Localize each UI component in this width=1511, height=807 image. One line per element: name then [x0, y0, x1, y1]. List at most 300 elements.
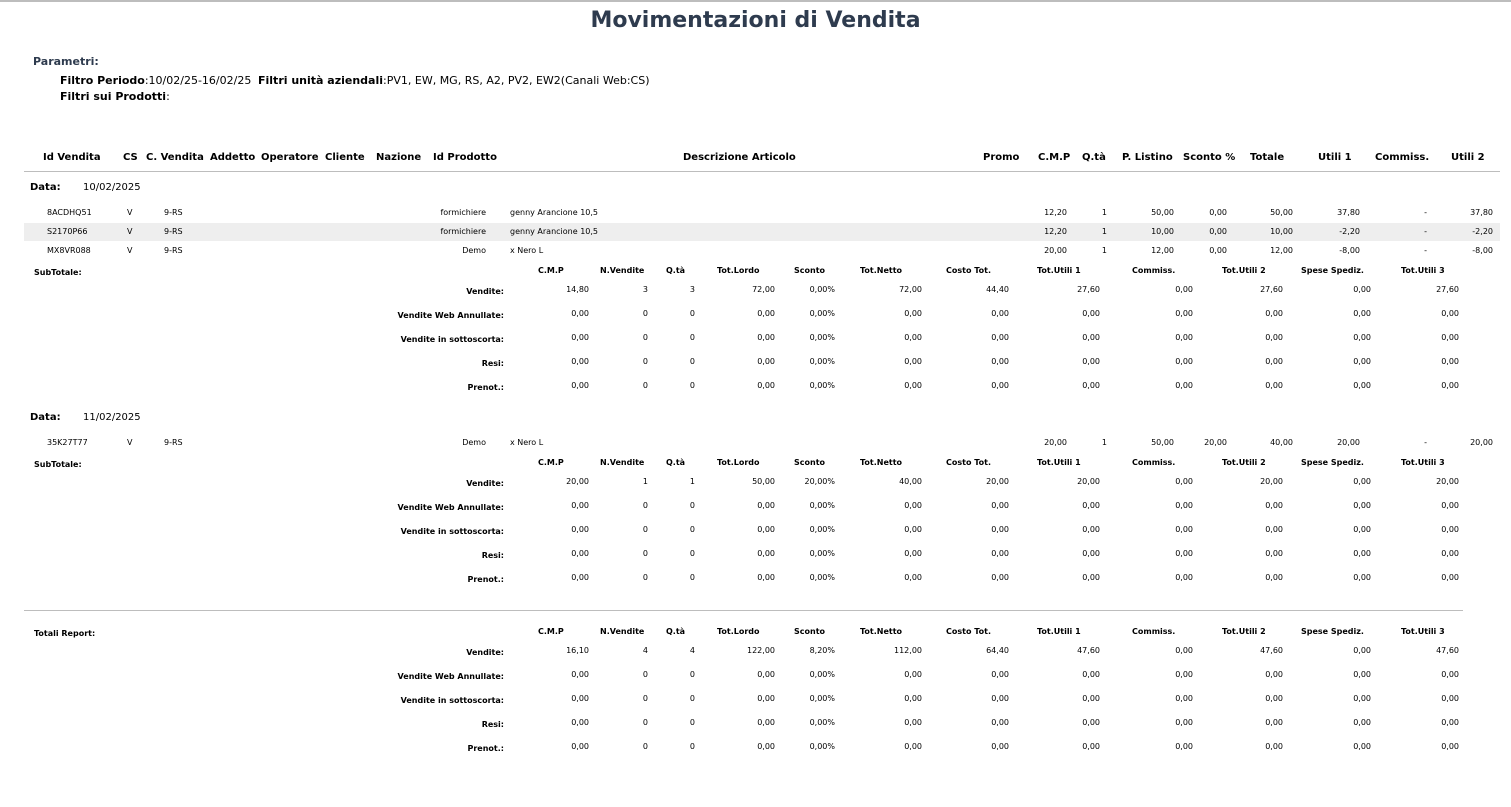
subtotal-value: 0,00 — [1353, 357, 1371, 366]
sale-channel: 9-RS — [164, 208, 183, 217]
subtotal-value: 72,00 — [899, 285, 922, 294]
subtotal-value: 0 — [689, 357, 695, 366]
summary-header: Sconto — [794, 627, 826, 636]
profit2-value: -2,20 — [1472, 227, 1493, 236]
date-label: Data: — [30, 182, 61, 193]
subtotal-value: 0,00 — [991, 309, 1009, 318]
totals-value: 0,00 — [1441, 694, 1459, 703]
date-label: Data: — [30, 412, 61, 423]
subtotal-value: 0 — [642, 357, 648, 366]
subtotal-label: Vendite in sottoscorta: — [400, 335, 504, 344]
summary-header: Commiss. — [1132, 458, 1176, 467]
cmp-value: 20,00 — [1044, 438, 1067, 447]
column-header: CS — [123, 152, 138, 163]
subtotal-value: 0 — [689, 549, 695, 558]
summary-header: N.Vendite — [600, 458, 645, 467]
totals-value: 0,00 — [1441, 670, 1459, 679]
sale-cs: V — [127, 246, 133, 255]
total-value: 12,00 — [1270, 246, 1293, 255]
article-description: genny Arancione 10,5 — [510, 208, 599, 217]
totals-label: Vendite in sottoscorta: — [400, 696, 504, 705]
totals-value: 0,00 — [904, 718, 922, 727]
totals-value: 0,00 — [571, 718, 589, 727]
article-description: x Nero L — [510, 246, 544, 255]
subtotal-value: 0,00% — [809, 573, 835, 582]
subtotal-value: 44,40 — [986, 285, 1009, 294]
profit1-value: -2,20 — [1339, 227, 1360, 236]
summary-header: N.Vendite — [600, 627, 645, 636]
totals-value: 0 — [689, 694, 695, 703]
sale-channel: 9-RS — [164, 438, 183, 447]
totals-value: 0,00 — [1353, 694, 1371, 703]
subtotal-value: 0,00 — [571, 357, 589, 366]
summary-header: C.M.P — [538, 266, 564, 275]
summary-header: C.M.P — [538, 458, 564, 467]
subtotal-label: Prenot.: — [467, 383, 504, 392]
subtotal-label: SubTotale: — [34, 460, 82, 469]
column-header: Sconto % — [1183, 152, 1236, 163]
subtotal-value: 0,00 — [1175, 573, 1193, 582]
subtotal-value: 0 — [689, 501, 695, 510]
subtotal-label: Resi: — [481, 359, 504, 368]
column-header: C. Vendita — [146, 152, 204, 163]
subtotal-value: 0,00 — [757, 381, 775, 390]
subtotal-value: 0,00 — [1265, 525, 1283, 534]
subtotal-value: 0 — [689, 381, 695, 390]
subtotal-value: 0,00 — [1082, 309, 1100, 318]
date-value: 10/02/2025 — [83, 182, 141, 193]
profit2-value: 20,00 — [1470, 438, 1493, 447]
totals-value: 0,00 — [991, 694, 1009, 703]
subtotal-value: 0,00 — [1082, 381, 1100, 390]
subtotal-value: 0,00 — [1353, 573, 1371, 582]
subtotal-value: 20,00 — [986, 477, 1009, 486]
discount-value: 0,00 — [1209, 246, 1227, 255]
totals-value: 0,00 — [1175, 742, 1193, 751]
subtotal-value: 0,00 — [1265, 381, 1283, 390]
commission-value: - — [1424, 208, 1427, 217]
totals-value: 4 — [689, 646, 695, 655]
summary-header: Sconto — [794, 266, 826, 275]
subtotal-value: 0 — [642, 573, 648, 582]
totals-value: 0,00 — [1082, 694, 1100, 703]
subtotal-label: Vendite in sottoscorta: — [400, 527, 504, 536]
column-header: Nazione — [376, 152, 422, 163]
totals-value: 0,00 — [1265, 694, 1283, 703]
subtotal-value: 0,00 — [757, 525, 775, 534]
totals-value: 0 — [642, 670, 648, 679]
filtri-unita-label: Filtri unità aziendali — [258, 74, 384, 87]
summary-header: Costo Tot. — [946, 266, 991, 275]
sale-id: S2170P66 — [47, 227, 88, 236]
subtotal-value: 0,00 — [1265, 501, 1283, 510]
subtotal-label: Prenot.: — [467, 575, 504, 584]
summary-header: Tot.Utili 1 — [1037, 627, 1081, 636]
summary-header: Tot.Utili 3 — [1401, 266, 1445, 275]
subtotal-value: 0,00 — [904, 573, 922, 582]
subtotal-value: 0,00% — [809, 357, 835, 366]
subtotal-value: 0,00 — [904, 549, 922, 558]
filtri-prodotti-value: : — [166, 90, 170, 103]
totals-value: 0,00% — [809, 742, 835, 751]
subtotal-value: 0,00 — [1353, 309, 1371, 318]
subtotal-value: 0,00 — [1175, 501, 1193, 510]
subtotal-value: 0,00 — [1265, 549, 1283, 558]
column-header: P. Listino — [1122, 152, 1173, 163]
summary-header: Tot.Utili 3 — [1401, 458, 1445, 467]
subtotal-value: 0,00 — [571, 525, 589, 534]
column-header: Cliente — [325, 152, 365, 163]
product-id: formichiere — [440, 227, 486, 236]
column-header: C.M.P — [1038, 152, 1071, 163]
subtotal-value: 0,00 — [571, 549, 589, 558]
sale-channel: 9-RS — [164, 227, 183, 236]
total-value: 10,00 — [1270, 227, 1293, 236]
totals-value: 0,00 — [757, 742, 775, 751]
discount-value: 0,00 — [1209, 227, 1227, 236]
cmp-value: 12,20 — [1044, 227, 1067, 236]
subtotal-value: 0,00 — [904, 381, 922, 390]
totals-value: 0,00 — [571, 694, 589, 703]
totals-value: 47,60 — [1077, 646, 1100, 655]
summary-header: N.Vendite — [600, 266, 645, 275]
list-price: 50,00 — [1151, 208, 1174, 217]
subtotal-value: 0 — [689, 525, 695, 534]
totals-value: 0,00 — [757, 718, 775, 727]
subtotal-value: 0,00 — [1082, 333, 1100, 342]
subtotal-value: 20,00 — [566, 477, 589, 486]
totals-value: 0 — [689, 670, 695, 679]
totals-value: 0 — [689, 718, 695, 727]
sale-channel: 9-RS — [164, 246, 183, 255]
totals-label: Totali Report: — [34, 629, 96, 638]
subtotal-value: 0,00 — [1175, 285, 1193, 294]
totals-value: 0,00% — [809, 718, 835, 727]
article-description: genny Arancione 10,5 — [510, 227, 599, 236]
summary-header: Tot.Utili 3 — [1401, 627, 1445, 636]
subtotal-value: 0,00 — [991, 549, 1009, 558]
subtotal-value: 0,00 — [1175, 357, 1193, 366]
summary-header: Costo Tot. — [946, 627, 991, 636]
totals-value: 0,00 — [1082, 718, 1100, 727]
subtotal-value: 0,00 — [1082, 501, 1100, 510]
subtotal-value: 0,00 — [1441, 333, 1459, 342]
summary-header: Tot.Utili 1 — [1037, 458, 1081, 467]
subtotal-value: 0,00% — [809, 381, 835, 390]
totals-value: 0,00 — [571, 670, 589, 679]
subtotal-value: 0,00 — [571, 501, 589, 510]
subtotal-value: 0,00 — [1353, 285, 1371, 294]
totals-value: 0,00 — [991, 670, 1009, 679]
totals-value: 0,00 — [1175, 646, 1193, 655]
sale-cs: V — [127, 438, 133, 447]
subtotal-value: 0 — [642, 549, 648, 558]
summary-header: Tot.Utili 2 — [1222, 266, 1266, 275]
subtotal-value: 0,00 — [904, 357, 922, 366]
subtotal-value: 27,60 — [1436, 285, 1459, 294]
profit1-value: 37,80 — [1337, 208, 1360, 217]
subtotal-value: 0,00 — [904, 525, 922, 534]
subtotal-value: 0,00 — [1441, 309, 1459, 318]
subtotal-value: 20,00% — [804, 477, 835, 486]
column-header: Utili 1 — [1318, 152, 1352, 163]
subtotal-value: 0,00 — [1082, 525, 1100, 534]
discount-value: 0,00 — [1209, 208, 1227, 217]
column-header: Id Prodotto — [433, 152, 497, 163]
list-price: 50,00 — [1151, 438, 1174, 447]
subtotal-value: 20,00 — [1260, 477, 1283, 486]
summary-header: Tot.Netto — [860, 266, 903, 275]
subtotal-value: 0,00 — [904, 309, 922, 318]
header-divider — [24, 171, 1500, 172]
subtotal-value: 27,60 — [1077, 285, 1100, 294]
subtotal-value: 0 — [642, 381, 648, 390]
subtotal-value: 0,00 — [904, 501, 922, 510]
subtotal-value: 0,00 — [757, 549, 775, 558]
subtotal-value: 0,00 — [1265, 309, 1283, 318]
summary-header: Tot.Lordo — [717, 458, 760, 467]
subtotal-value: 0,00 — [991, 333, 1009, 342]
column-header: Operatore — [261, 152, 319, 163]
summary-header: Spese Spediz. — [1301, 627, 1364, 636]
subtotal-value: 0,00 — [1175, 381, 1193, 390]
totals-value: 0,00 — [1353, 742, 1371, 751]
subtotal-value: 0,00 — [1175, 309, 1193, 318]
profit2-value: -8,00 — [1472, 246, 1493, 255]
sale-id: 35K27T77 — [47, 438, 88, 447]
subtotal-value: 0 — [642, 525, 648, 534]
list-price: 12,00 — [1151, 246, 1174, 255]
subtotal-value: 0,00 — [571, 381, 589, 390]
profit1-value: 20,00 — [1337, 438, 1360, 447]
subtotal-value: 0,00 — [1441, 525, 1459, 534]
subtotal-label: Vendite Web Annullate: — [397, 311, 504, 320]
sale-cs: V — [127, 227, 133, 236]
subtotal-value: 0,00 — [571, 573, 589, 582]
column-header: Promo — [983, 152, 1020, 163]
sale-cs: V — [127, 208, 133, 217]
date-value: 11/02/2025 — [83, 412, 141, 423]
subtotal-value: 0,00 — [1082, 549, 1100, 558]
subtotal-value: 0,00 — [571, 309, 589, 318]
column-header: Id Vendita — [43, 152, 101, 163]
totals-value: 0,00% — [809, 670, 835, 679]
subtotal-value: 0,00 — [757, 501, 775, 510]
subtotal-value: 0 — [689, 309, 695, 318]
totals-value: 0,00 — [571, 742, 589, 751]
subtotal-value: 0,00 — [757, 573, 775, 582]
totals-value: 0 — [642, 694, 648, 703]
totals-value: 4 — [642, 646, 648, 655]
summary-header: Tot.Utili 1 — [1037, 266, 1081, 275]
subtotal-value: 0,00 — [1265, 333, 1283, 342]
column-header: Totale — [1250, 152, 1285, 163]
total-value: 50,00 — [1270, 208, 1293, 217]
subtotal-value: 0,00 — [904, 333, 922, 342]
column-header: Descrizione Articolo — [683, 152, 796, 163]
cmp-value: 20,00 — [1044, 246, 1067, 255]
filtro-periodo-value: :10/02/25-16/02/25 — [144, 74, 252, 87]
totals-value: 0,00 — [1353, 670, 1371, 679]
subtotal-value: 72,00 — [752, 285, 775, 294]
subtotal-value: 0,00 — [991, 501, 1009, 510]
summary-header: Tot.Lordo — [717, 266, 760, 275]
summary-header: Tot.Utili 2 — [1222, 458, 1266, 467]
subtotal-value: 0,00 — [757, 309, 775, 318]
subtotal-value: 0,00 — [571, 333, 589, 342]
list-price: 10,00 — [1151, 227, 1174, 236]
subtotal-value: 0,00 — [991, 573, 1009, 582]
totals-value: 0,00 — [904, 742, 922, 751]
totals-value: 0,00 — [991, 718, 1009, 727]
subtotal-value: 0,00% — [809, 501, 835, 510]
totals-value: 0,00 — [1353, 646, 1371, 655]
subtotal-value: 0,00 — [1265, 573, 1283, 582]
totals-value: 0,00 — [991, 742, 1009, 751]
subtotal-value: 0 — [642, 309, 648, 318]
totals-value: 122,00 — [747, 646, 775, 655]
subtotal-value: 0,00 — [1441, 381, 1459, 390]
subtotal-value: 0,00 — [1353, 549, 1371, 558]
subtotal-label: Vendite Web Annullate: — [397, 503, 504, 512]
summary-header: Tot.Lordo — [717, 627, 760, 636]
subtotal-value: 0,00 — [1175, 549, 1193, 558]
subtotal-value: 1 — [642, 477, 648, 486]
subtotal-value: 1 — [689, 477, 695, 486]
summary-header: Tot.Netto — [860, 627, 903, 636]
totals-value: 47,60 — [1260, 646, 1283, 655]
qty-value: 1 — [1101, 208, 1107, 217]
subtotal-value: 14,80 — [566, 285, 589, 294]
subtotal-value: 0,00 — [991, 381, 1009, 390]
totals-value: 0,00 — [757, 694, 775, 703]
subtotal-value: 40,00 — [899, 477, 922, 486]
totals-value: 0,00 — [904, 694, 922, 703]
totals-value: 0,00 — [1082, 742, 1100, 751]
totals-value: 47,60 — [1436, 646, 1459, 655]
cmp-value: 12,20 — [1044, 208, 1067, 217]
summary-header: Spese Spediz. — [1301, 458, 1364, 467]
totals-value: 0,00 — [1353, 718, 1371, 727]
subtotal-label: SubTotale: — [34, 268, 82, 277]
subtotal-value: 0,00 — [1175, 333, 1193, 342]
subtotal-value: 0,00 — [757, 333, 775, 342]
subtotal-value: 0 — [642, 501, 648, 510]
params-header: Parametri: — [33, 55, 99, 68]
product-id: Demo — [462, 246, 486, 255]
summary-header: Commiss. — [1132, 627, 1176, 636]
subtotal-value: 0 — [689, 573, 695, 582]
totals-value: 16,10 — [566, 646, 589, 655]
sale-id: MX8VR088 — [47, 246, 91, 255]
totals-value: 0 — [642, 718, 648, 727]
filtri-unita — [258, 74, 650, 87]
product-id: Demo — [462, 438, 486, 447]
summary-header: Q.tà — [666, 458, 686, 467]
commission-value: - — [1424, 438, 1427, 447]
totals-divider — [24, 610, 1463, 611]
filtri-prodotti — [60, 90, 170, 103]
sale-id: 8ACDHQ51 — [47, 208, 92, 217]
subtotal-label: Resi: — [481, 551, 504, 560]
subtotal-value: 0,00% — [809, 285, 835, 294]
totals-value: 0,00 — [1265, 670, 1283, 679]
qty-value: 1 — [1101, 246, 1107, 255]
discount-value: 20,00 — [1204, 438, 1227, 447]
subtotal-value: 0,00 — [1082, 357, 1100, 366]
subtotal-value: 0,00% — [809, 333, 835, 342]
subtotal-value: 0,00 — [1441, 357, 1459, 366]
subtotal-value: 0,00% — [809, 549, 835, 558]
subtotal-value: 0,00 — [1353, 381, 1371, 390]
subtotal-value: 0,00 — [991, 357, 1009, 366]
subtotal-value: 0,00 — [1353, 333, 1371, 342]
subtotal-label: Vendite: — [466, 479, 504, 488]
subtotal-value: 0,00 — [1441, 549, 1459, 558]
summary-header: Commiss. — [1132, 266, 1176, 275]
totals-value: 0,00 — [1265, 742, 1283, 751]
totals-value: 0 — [689, 742, 695, 751]
totals-value: 0,00 — [1441, 742, 1459, 751]
column-header: Utili 2 — [1451, 152, 1485, 163]
subtotal-value: 0,00 — [1265, 357, 1283, 366]
totals-label: Resi: — [481, 720, 504, 729]
profit2-value: 37,80 — [1470, 208, 1493, 217]
totals-value: 0,00 — [904, 670, 922, 679]
subtotal-value: 3 — [642, 285, 648, 294]
column-header: Q.tà — [1082, 152, 1106, 163]
summary-header: Tot.Utili 2 — [1222, 627, 1266, 636]
total-value: 40,00 — [1270, 438, 1293, 447]
subtotal-label: Vendite: — [466, 287, 504, 296]
subtotal-value: 0 — [689, 333, 695, 342]
summary-header: Q.tà — [666, 266, 686, 275]
totals-value: 0,00 — [1175, 718, 1193, 727]
totals-value: 0,00 — [1175, 670, 1193, 679]
subtotal-value: 0,00 — [1441, 573, 1459, 582]
subtotal-value: 0,00 — [1353, 477, 1371, 486]
qty-value: 1 — [1101, 227, 1107, 236]
totals-value: 112,00 — [894, 646, 922, 655]
subtotal-value: 27,60 — [1260, 285, 1283, 294]
subtotal-value: 0,00 — [1353, 501, 1371, 510]
summary-header: Sconto — [794, 458, 826, 467]
column-header: Commiss. — [1375, 152, 1430, 163]
summary-header: C.M.P — [538, 627, 564, 636]
totals-label: Prenot.: — [467, 744, 504, 753]
totals-value: 0 — [642, 742, 648, 751]
subtotal-value: 0,00 — [1175, 525, 1193, 534]
totals-value: 0,00% — [809, 694, 835, 703]
product-id: formichiere — [440, 208, 486, 217]
subtotal-value: 0,00 — [757, 357, 775, 366]
totals-label: Vendite: — [466, 648, 504, 657]
subtotal-value: 0 — [642, 333, 648, 342]
subtotal-value: 20,00 — [1077, 477, 1100, 486]
subtotal-value: 0,00 — [1175, 477, 1193, 486]
subtotal-value: 0,00% — [809, 525, 835, 534]
subtotal-value: 0,00 — [1082, 573, 1100, 582]
totals-value: 0,00 — [1265, 718, 1283, 727]
article-description: x Nero L — [510, 438, 544, 447]
qty-value: 1 — [1101, 438, 1107, 447]
totals-label: Vendite Web Annullate: — [397, 672, 504, 681]
subtotal-value: 50,00 — [752, 477, 775, 486]
subtotal-value: 0,00% — [809, 309, 835, 318]
totals-value: 0,00 — [1175, 694, 1193, 703]
commission-value: - — [1424, 227, 1427, 236]
filtro-periodo — [60, 74, 251, 87]
